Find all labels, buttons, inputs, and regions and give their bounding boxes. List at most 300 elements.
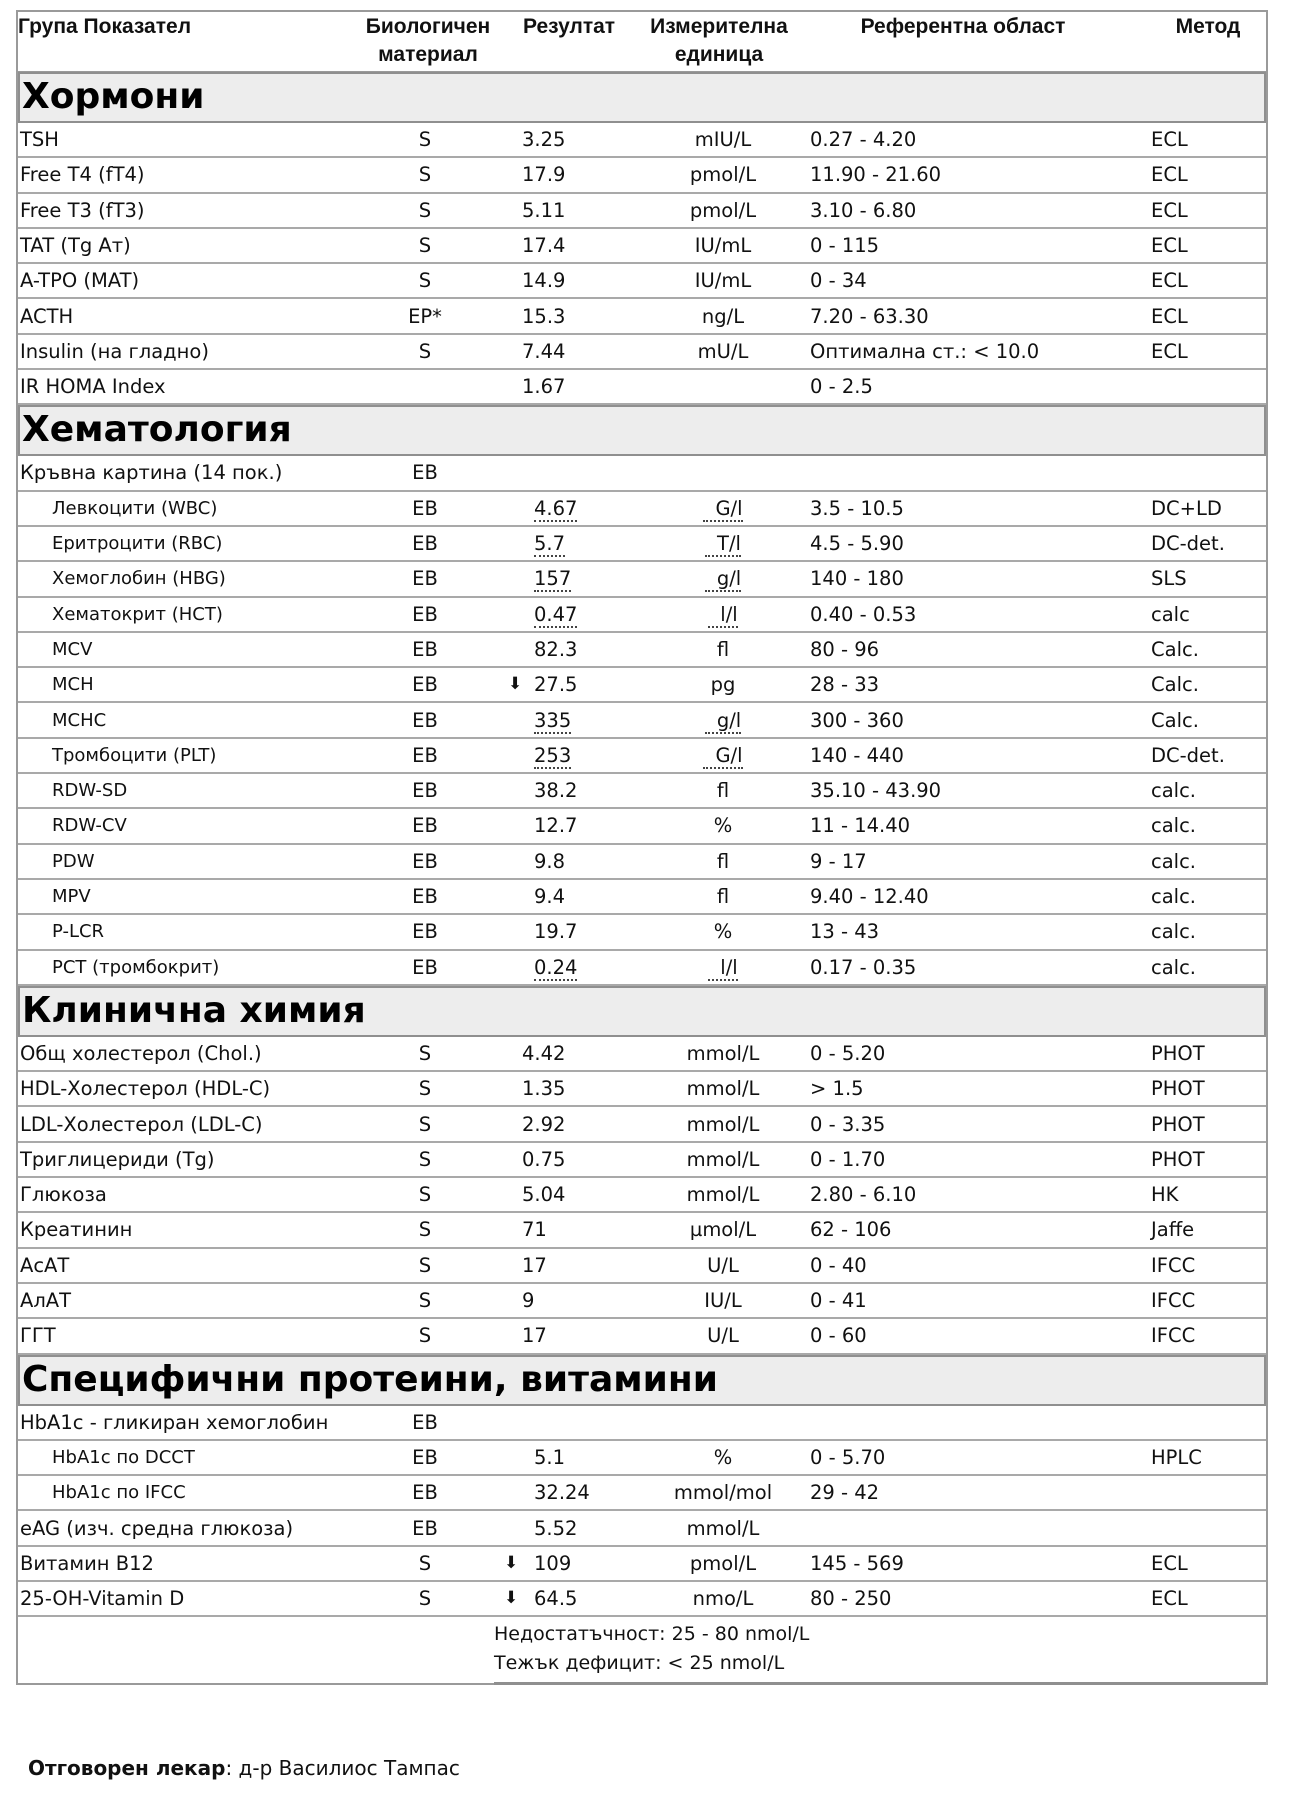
result-text: 64.5 [534, 1587, 578, 1611]
method: Calc. [1151, 637, 1199, 661]
unit [642, 1512, 804, 1545]
test-name: PCT (тромбокрит) [52, 956, 220, 978]
unit-text: % [713, 920, 733, 944]
biological-material: S [418, 1041, 432, 1065]
unit-text: pmol/L [689, 198, 757, 222]
method: DC-det. [1151, 743, 1225, 767]
reference-range: 80 - 96 [810, 637, 880, 661]
biological-material: S [418, 339, 432, 363]
unit [642, 1284, 804, 1317]
reference-range: 0 - 41 [810, 1289, 867, 1312]
result-value [522, 123, 565, 156]
reference-range: 2.80 - 6.10 [810, 1183, 917, 1207]
unit-text: mmol/mol [673, 1481, 773, 1505]
unit [642, 1476, 804, 1509]
unit [642, 1441, 804, 1474]
biological-material: EB [412, 602, 438, 626]
reference-range: 9.40 - 12.40 [810, 885, 929, 908]
unit [642, 1108, 804, 1141]
result-text: 17 [522, 1253, 547, 1277]
unit [642, 1547, 804, 1580]
reference-range: 0 - 5.20 [810, 1041, 886, 1065]
result-value [534, 1476, 590, 1509]
result-text: 0.24 [534, 955, 578, 979]
biological-material: EB [412, 637, 438, 661]
method: Jaffe [1151, 1218, 1195, 1242]
result-text: 17.4 [522, 233, 566, 257]
table-row [18, 562, 1266, 597]
biological-material: S [418, 1077, 432, 1101]
test-name: Общ холестерол (Chol.) [20, 1041, 262, 1065]
unit-text: nmo/L [692, 1587, 754, 1611]
unit-text: U/L [707, 1253, 739, 1277]
result-value [534, 1582, 577, 1615]
biological-material: S [418, 198, 432, 222]
biological-material: EB [412, 743, 438, 767]
result-text: 15.3 [522, 304, 566, 328]
table-row [18, 123, 1266, 158]
result-value [534, 633, 577, 666]
header-group: Група Показател [18, 15, 192, 38]
unit [642, 1037, 804, 1070]
result-value [522, 1143, 565, 1176]
unit [642, 1143, 804, 1176]
unit-text: fl [716, 637, 730, 661]
table-row [18, 527, 1266, 562]
result-value [522, 1249, 547, 1282]
table-row [18, 633, 1266, 668]
result-value [534, 704, 571, 737]
result-text: 9 [522, 1289, 535, 1312]
test-name: ACTH [20, 304, 74, 328]
biological-material: EP* [408, 304, 442, 328]
method: ECL [1151, 233, 1188, 257]
result-text: 14.9 [522, 269, 566, 293]
reference-range: 35.10 - 43.90 [810, 779, 942, 803]
biological-material: S [418, 1551, 432, 1575]
unit [642, 492, 804, 525]
test-name: RDW-SD [52, 780, 128, 802]
unit-text: ng/L [701, 304, 745, 328]
table-row [18, 264, 1266, 299]
result-text: 27.5 [534, 673, 578, 697]
unit [642, 951, 804, 984]
method: calc. [1151, 849, 1197, 873]
result-text: 1.67 [522, 375, 566, 399]
unit [642, 774, 804, 807]
result-value [522, 229, 565, 262]
result-text: 71 [522, 1218, 547, 1242]
table-row [18, 194, 1266, 229]
test-name: АлАТ [20, 1289, 72, 1312]
unit-text: µmol/L [689, 1218, 757, 1242]
header-bio-line1: Биологичен [365, 15, 491, 38]
biological-material: EB [412, 1516, 438, 1540]
table-row [18, 335, 1266, 370]
reference-range: 0.27 - 4.20 [810, 128, 917, 151]
table-row [18, 1072, 1266, 1107]
unit-text: g/l [705, 568, 741, 592]
section-header-hematology [18, 405, 1266, 456]
unit-text: mU/L [697, 339, 749, 363]
table-row [18, 1213, 1266, 1248]
reference-range: 0.40 - 0.53 [810, 602, 917, 626]
test-name: A-TPO (MAT) [20, 269, 140, 293]
reference-range: 3.10 - 6.80 [810, 198, 917, 222]
note-underline [494, 1682, 1266, 1685]
header-reference: Референтна област [860, 15, 1066, 38]
method: PHOT [1151, 1077, 1205, 1101]
note-insufficiency: Недостатъчност: 25 - 80 nmol/L [494, 1623, 810, 1645]
reference-range: 140 - 440 [810, 743, 904, 767]
unit-text: mmol/L [686, 1183, 760, 1207]
result-text: 32.24 [534, 1481, 590, 1505]
unit [642, 300, 804, 333]
test-name: IR HOMA Index [20, 375, 166, 399]
method: Calc. [1151, 708, 1199, 732]
unit-text: fl [716, 885, 730, 908]
unit [642, 1213, 804, 1246]
table-row [18, 1178, 1266, 1213]
result-value [534, 562, 571, 595]
method: ECL [1151, 1551, 1188, 1575]
reference-range: > 1.5 [810, 1077, 864, 1101]
table-row [18, 1476, 1266, 1511]
method: PHOT [1151, 1112, 1205, 1136]
result-text: 3.25 [522, 128, 566, 151]
biological-material: S [418, 128, 432, 151]
unit-text: fl [716, 779, 730, 803]
result-value [534, 915, 577, 948]
test-name: HDL-Холестерол (HDL-C) [20, 1077, 271, 1101]
result-value [534, 598, 577, 631]
test-name: P-LCR [52, 921, 105, 943]
result-text: 5.11 [522, 198, 566, 222]
reference-range: 3.5 - 10.5 [810, 496, 904, 520]
test-name: Хемоглобин (HBG) [52, 568, 226, 590]
result-text: 5.04 [522, 1183, 566, 1207]
biological-material: S [418, 1587, 432, 1611]
reference-range: 145 - 569 [810, 1551, 904, 1575]
reference-range: 0 - 3.35 [810, 1112, 886, 1136]
unit-text: pmol/L [689, 163, 757, 187]
test-name: PDW [52, 850, 95, 872]
method: DC+LD [1151, 496, 1222, 520]
table-row [18, 370, 1266, 405]
table-row [18, 1037, 1266, 1072]
unit-text: mIU/L [694, 128, 752, 151]
unit [642, 1582, 804, 1615]
result-text: 82.3 [534, 637, 578, 661]
test-name: Free T4 (fT4) [20, 163, 145, 187]
unit-text: mmol/L [686, 1147, 760, 1171]
unit [642, 194, 804, 227]
responsible-doctor-label: Отговорен лекар [28, 1756, 226, 1780]
section-header-hormones [18, 72, 1266, 123]
reference-range: 300 - 360 [810, 708, 904, 732]
biological-material: S [418, 269, 432, 293]
test-name: Креатинин [20, 1218, 133, 1242]
reference-range: 62 - 106 [810, 1218, 892, 1242]
result-text: 17 [522, 1324, 547, 1348]
header-result: Резултат [523, 15, 616, 38]
method: SLS [1151, 567, 1187, 591]
result-value [522, 264, 565, 297]
reference-range: 80 - 250 [810, 1587, 892, 1611]
result-value [522, 1108, 565, 1141]
biological-material: EB [412, 673, 438, 697]
unit-text: l/l [708, 604, 737, 628]
reference-range: 4.5 - 5.90 [810, 532, 904, 555]
down-arrow-icon: ⬇ [504, 1552, 519, 1573]
test-name: Глюкоза [20, 1183, 107, 1207]
table-row [18, 774, 1266, 809]
unit [642, 1249, 804, 1282]
biological-material: EB [412, 567, 438, 591]
test-name: Insulin (на гладно) [20, 339, 209, 363]
table-row [18, 915, 1266, 950]
table-row [18, 1406, 1266, 1441]
test-name: LDL-Холестерол (LDL-C) [20, 1112, 263, 1136]
result-text: 109 [534, 1551, 572, 1575]
result-text: 5.7 [534, 532, 566, 555]
biological-material: S [418, 233, 432, 257]
result-text: 4.42 [522, 1041, 566, 1065]
header-bio-line2: материал [378, 43, 478, 66]
biological-material: EB [412, 955, 438, 979]
biological-material: EB [412, 885, 438, 908]
result-text: 9.4 [534, 885, 566, 908]
reference-range: 28 - 33 [810, 673, 880, 697]
result-text: 157 [534, 567, 572, 591]
unit [642, 1178, 804, 1211]
unit-text: % [713, 814, 733, 838]
reference-range: Оптимална ст.: < 10.0 [810, 339, 1040, 363]
table-row [18, 1441, 1266, 1476]
reference-range: 140 - 180 [810, 567, 904, 591]
method: calc. [1151, 920, 1197, 944]
result-text: 5.1 [534, 1445, 566, 1469]
table-row [18, 1284, 1266, 1319]
section-header-proteins [18, 1355, 1266, 1406]
unit [642, 335, 804, 368]
method: ECL [1151, 339, 1188, 363]
unit [642, 527, 804, 560]
biological-material: S [418, 1289, 432, 1312]
unit [642, 562, 804, 595]
table-row [18, 1143, 1266, 1178]
unit [642, 809, 804, 842]
note-deficiency: Тежък дефицит: < 25 nmol/L [494, 1652, 785, 1674]
table-row [18, 809, 1266, 844]
unit [642, 739, 804, 772]
biological-material: S [418, 1253, 432, 1277]
biological-material: EB [412, 779, 438, 803]
unit-text: T/l [705, 533, 741, 557]
unit [642, 158, 804, 191]
unit [642, 915, 804, 948]
test-name: HbA1c по IFCC [52, 1482, 186, 1504]
responsible-doctor-name: д-р Василиос Тампас [232, 1756, 460, 1780]
unit-text: IU/mL [694, 233, 752, 257]
result-value [534, 951, 577, 984]
biological-material: EB [412, 814, 438, 838]
test-name: Free T3 (fT3) [20, 198, 145, 222]
result-value [522, 158, 565, 191]
unit [642, 704, 804, 737]
result-text: 335 [534, 708, 572, 732]
unit [642, 264, 804, 297]
biological-material: EB [412, 461, 438, 485]
result-text: 0.47 [534, 602, 578, 626]
unit-text: % [713, 1445, 733, 1469]
lab-results-table [16, 10, 1268, 1685]
biological-material: EB [412, 849, 438, 873]
reference-range: 0 - 115 [810, 233, 880, 257]
result-value [534, 1547, 571, 1580]
test-name: HbA1c по DCCT [52, 1446, 195, 1468]
section-title: Клинична химия [22, 989, 366, 1031]
method: HPLC [1151, 1445, 1202, 1469]
test-name: MCH [52, 674, 94, 696]
test-name: MPV [52, 886, 91, 907]
reference-range: 0 - 2.5 [810, 375, 873, 399]
biological-material: EB [412, 920, 438, 944]
method: ECL [1151, 269, 1188, 293]
biological-material: EB [412, 532, 438, 555]
reference-range: 0 - 5.70 [810, 1445, 886, 1469]
unit [642, 668, 804, 701]
result-value [522, 194, 565, 227]
biological-material: S [418, 163, 432, 187]
result-text: 253 [534, 743, 572, 767]
result-value [534, 809, 577, 842]
result-text: 4.67 [534, 496, 578, 520]
result-value [522, 1319, 547, 1352]
result-value [534, 492, 577, 525]
method: DC-det. [1151, 532, 1225, 555]
method: PHOT [1151, 1147, 1205, 1171]
method: ECL [1151, 198, 1188, 222]
test-name: eAG (изч. средна глюкоза) [20, 1516, 294, 1540]
unit-text: fl [716, 849, 730, 873]
result-value [534, 845, 565, 878]
table-row [18, 668, 1266, 703]
test-name: ГГТ [20, 1324, 56, 1348]
unit-text: mmol/L [686, 1516, 760, 1540]
biological-material: S [418, 1218, 432, 1242]
unit-text: mmol/L [686, 1077, 760, 1101]
method: calc [1151, 602, 1190, 626]
table-row [18, 1582, 1266, 1617]
test-name: Витамин B12 [20, 1551, 154, 1575]
result-value [534, 527, 565, 560]
result-text: 2.92 [522, 1112, 566, 1136]
test-name: Еритроцити (RBC) [52, 533, 223, 554]
result-text: 12.7 [534, 814, 578, 838]
table-row [18, 845, 1266, 880]
result-value [522, 370, 565, 403]
section-title: Специфични протеини, витамини [22, 1358, 719, 1400]
header-unit-line2: единица [674, 43, 764, 66]
table-row [18, 704, 1266, 739]
table-row [18, 1249, 1266, 1284]
biological-material: EB [412, 1481, 438, 1505]
result-value [534, 1512, 577, 1545]
unit-text: G/l [703, 498, 742, 522]
result-value [534, 668, 577, 701]
result-text: 5.52 [534, 1516, 578, 1540]
method: HK [1151, 1183, 1179, 1207]
unit [642, 229, 804, 262]
unit-text: U/L [707, 1324, 739, 1348]
result-value [522, 1072, 565, 1105]
unit [642, 633, 804, 666]
method: ECL [1151, 1587, 1188, 1611]
method: PHOT [1151, 1041, 1205, 1065]
table-header [18, 12, 1266, 74]
table-row [18, 229, 1266, 264]
unit [642, 1072, 804, 1105]
test-name: HbA1c - гликиран хемоглобин [20, 1410, 329, 1434]
test-name: Хематокрит (HCT) [52, 603, 223, 625]
result-value [534, 739, 571, 772]
table-row [18, 1319, 1266, 1354]
biological-material: S [418, 1324, 432, 1348]
section-header-chemistry [18, 986, 1266, 1037]
method: IFCC [1151, 1324, 1196, 1348]
result-value [522, 335, 565, 368]
unit-text: IU/mL [694, 269, 752, 293]
result-value [522, 1213, 547, 1246]
reference-range: 11.90 - 21.60 [810, 163, 942, 187]
biological-material: EB [412, 1410, 438, 1434]
vitamin-d-note-text [494, 1620, 809, 1678]
reference-range: 0.17 - 0.35 [810, 955, 917, 979]
reference-range: 7.20 - 63.30 [810, 304, 929, 328]
method: IFCC [1151, 1289, 1196, 1312]
reference-range: 11 - 14.40 [810, 814, 911, 838]
table-row [18, 1512, 1266, 1547]
table-row [18, 739, 1266, 774]
result-value [534, 880, 565, 913]
responsible-doctor-separator: : [225, 1756, 233, 1780]
reference-range: 9 - 17 [810, 849, 867, 873]
unit [642, 845, 804, 878]
biological-material: EB [412, 708, 438, 732]
result-value [534, 1441, 565, 1474]
result-value [534, 774, 577, 807]
test-name: Левкоцити (WBC) [52, 497, 218, 519]
vitamin-d-note [18, 1620, 1266, 1683]
method: calc. [1151, 814, 1197, 838]
header-unit-line1: Измерителна [650, 15, 788, 38]
test-name: TSH [20, 128, 59, 151]
unit [642, 598, 804, 631]
table-row [18, 880, 1266, 915]
unit-text: mmol/L [686, 1112, 760, 1136]
test-name: TAT (Tg Aт) [20, 233, 131, 257]
test-name: Тромбоцити (PLT) [52, 744, 217, 766]
method: calc. [1151, 885, 1197, 908]
unit [642, 123, 804, 156]
table-row [18, 492, 1266, 527]
section-title: Хематология [22, 409, 292, 451]
method: ECL [1151, 304, 1188, 328]
biological-material: EB [412, 496, 438, 520]
unit-text: pmol/L [689, 1551, 757, 1575]
unit [642, 1319, 804, 1352]
